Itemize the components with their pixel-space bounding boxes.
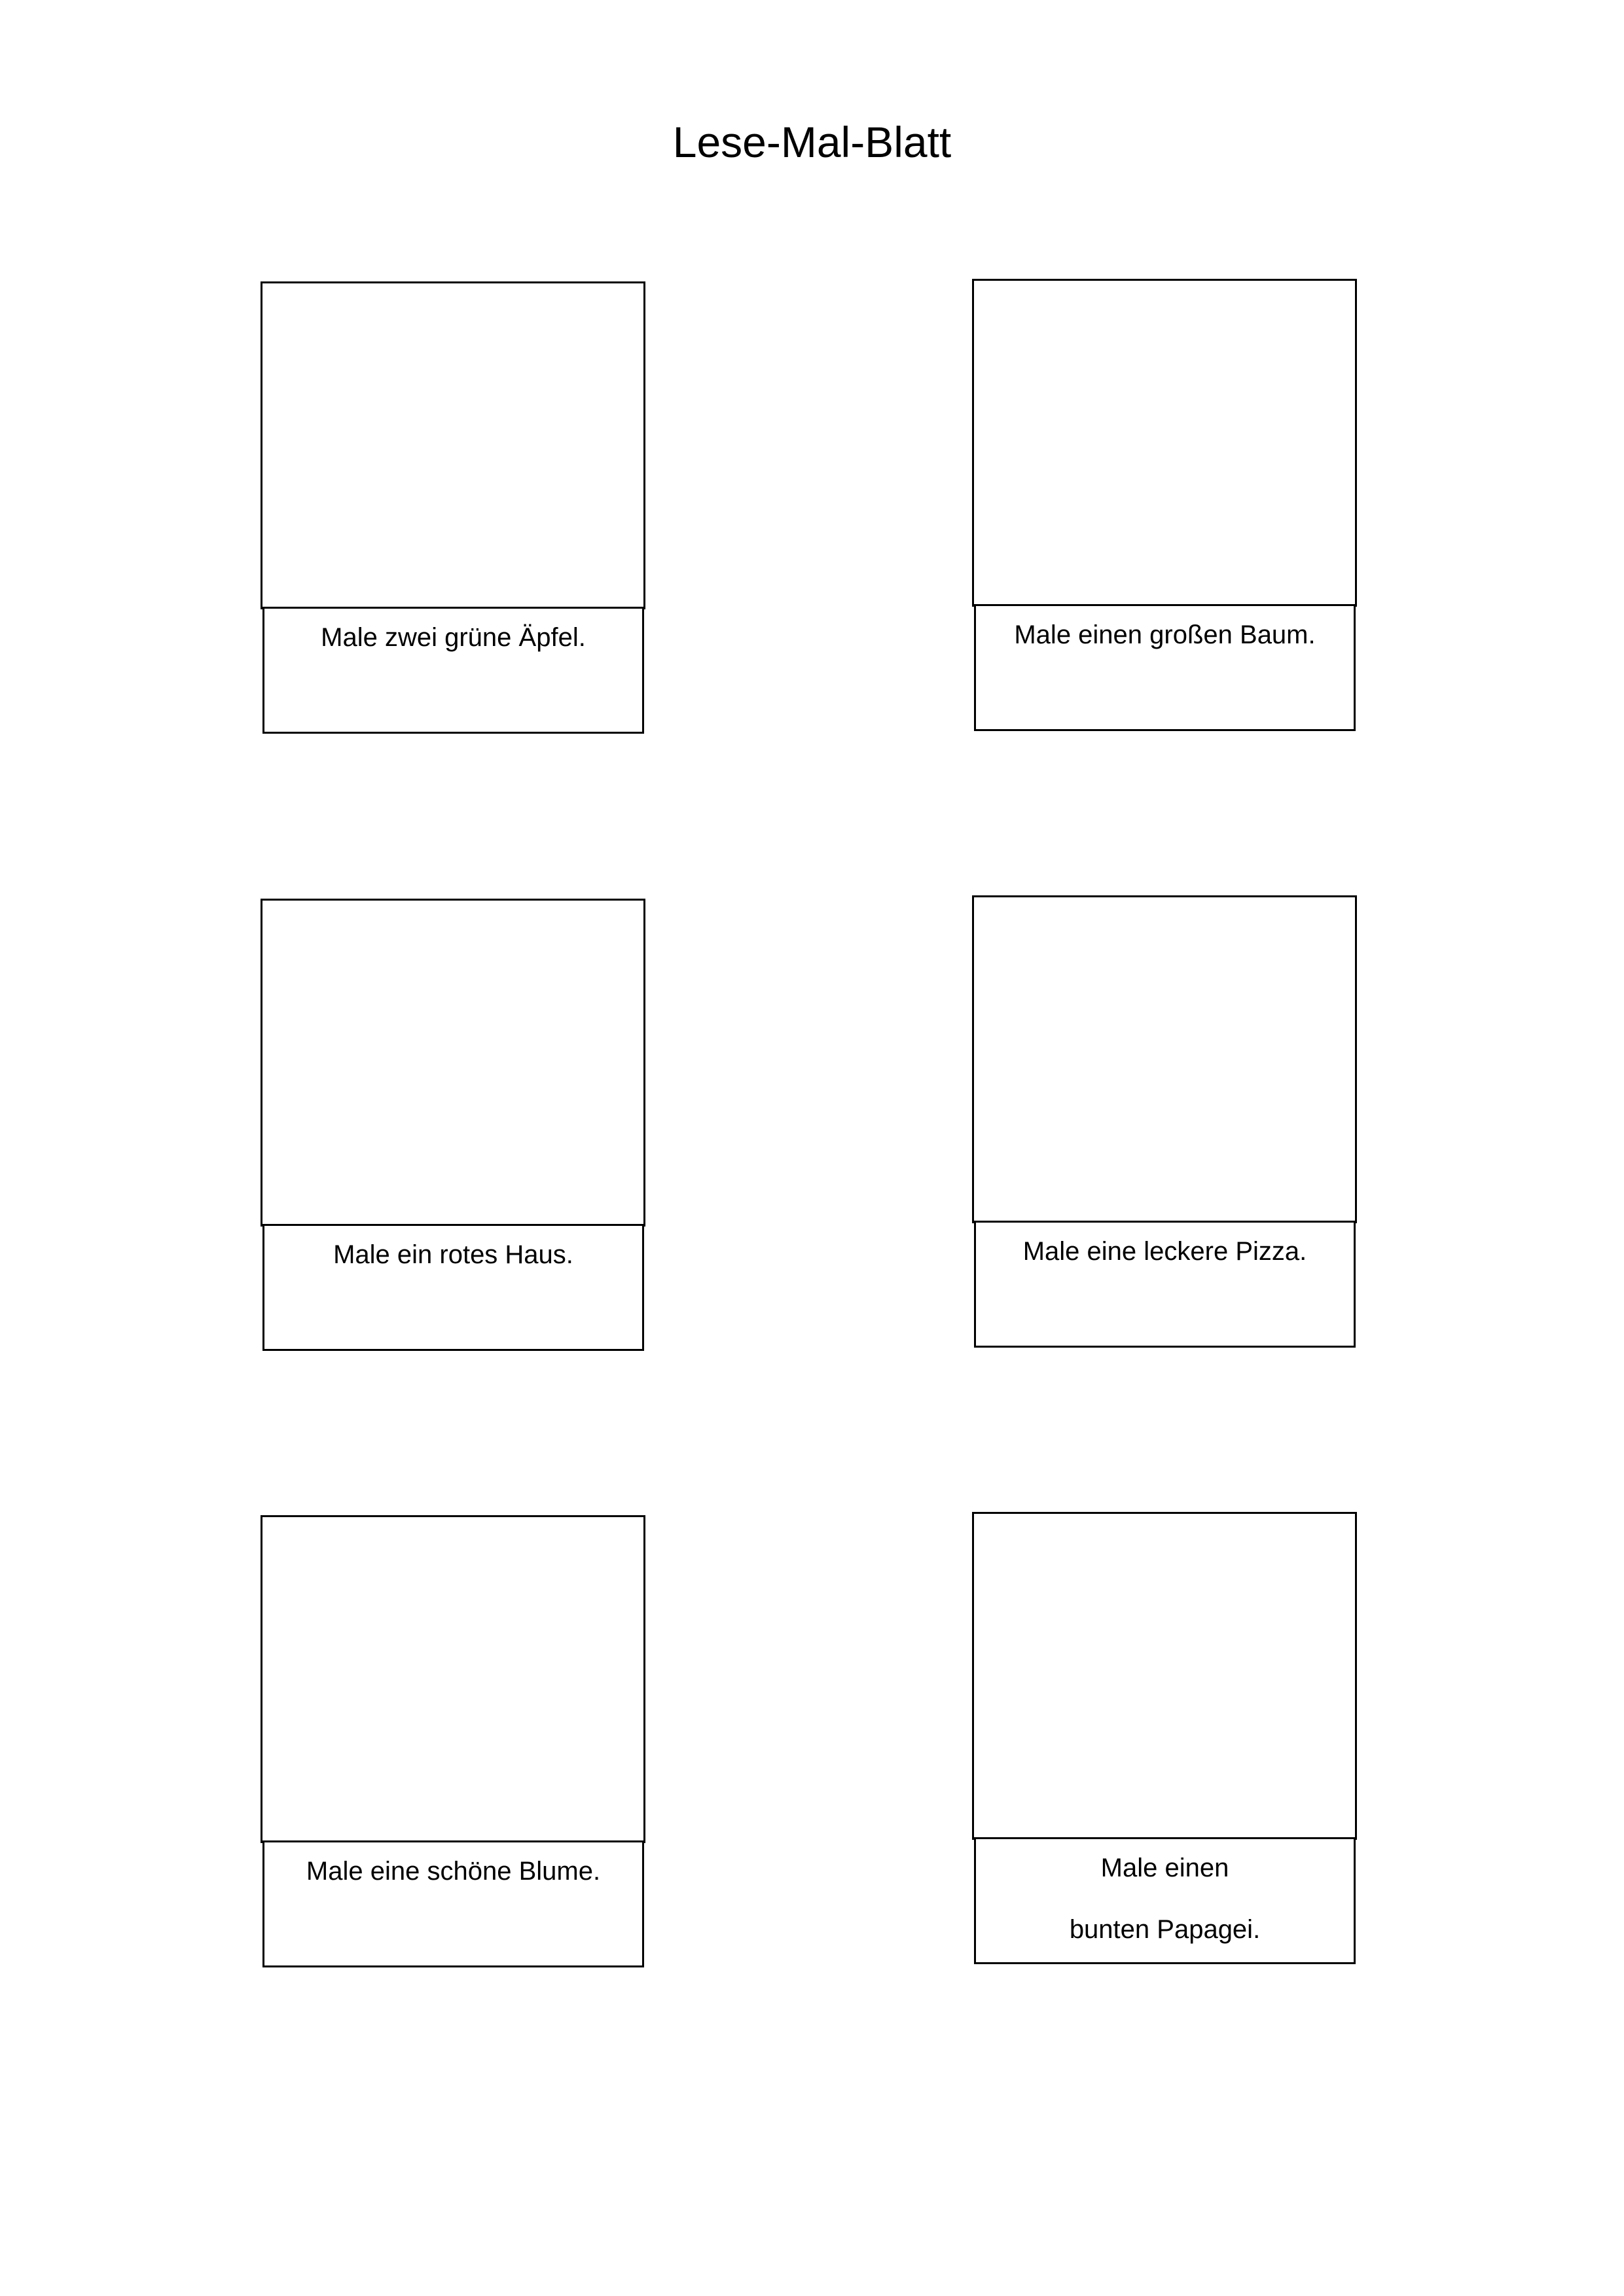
page-title: Lese-Mal-Blatt (672, 118, 952, 166)
drawing-area[interactable] (972, 1512, 1357, 1840)
instruction-box (974, 1837, 1356, 1964)
drawing-area[interactable] (972, 895, 1357, 1223)
drawing-area[interactable] (261, 1515, 645, 1843)
instruction-text-line-1: Male einen (1100, 1854, 1229, 1882)
instruction-text: Male eine leckere Pizza. (1022, 1237, 1307, 1266)
instruction-box (974, 604, 1356, 731)
instruction-text: Male einen großen Baum. (1014, 620, 1316, 649)
drawing-area[interactable] (261, 899, 645, 1227)
instruction-box (262, 1224, 644, 1351)
instruction-text: Male eine schöne Blume. (306, 1857, 601, 1886)
drawing-area[interactable] (261, 281, 645, 609)
drawing-area[interactable] (972, 279, 1357, 607)
instruction-box (262, 1840, 644, 1967)
instruction-text-line-2: bunten Papagei. (1069, 1915, 1261, 1944)
instruction-text: Male ein rotes Haus. (333, 1240, 573, 1269)
instruction-text: Male zwei grüne Äpfel. (321, 623, 586, 652)
instruction-box (974, 1221, 1356, 1348)
instruction-box (262, 607, 644, 734)
